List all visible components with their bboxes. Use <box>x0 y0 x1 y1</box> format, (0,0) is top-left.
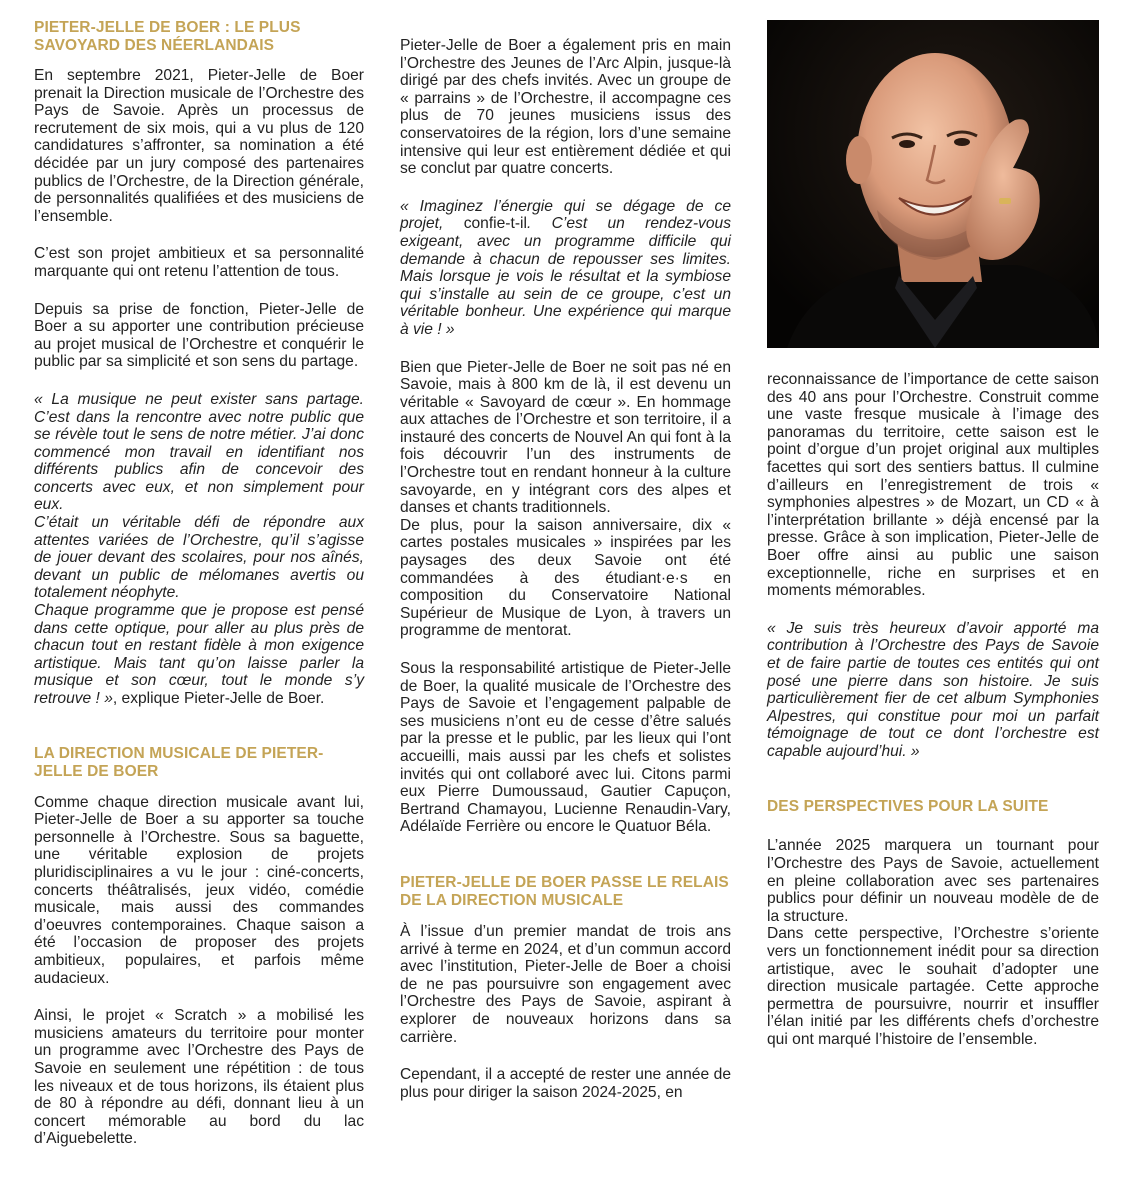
section-heading-portrait: PIETER-JELLE DE BOER : LE PLUS SAVOYARD DES NÉERLANDAIS <box>34 19 301 54</box>
quote: C’était un véritable défi de répondre aux attentes variées de l’Orchestre, qu’il s’agisse de jouer devant des scolaires, pour nos aînés, devant un public de mélomanes avertis ou totalement néophyte. <box>34 514 364 602</box>
quote-attribution: , explique Pieter-Jelle de Boer. <box>112 690 325 707</box>
quote <box>400 198 731 339</box>
column-3 <box>767 0 1099 1049</box>
section-heading-perspectives: DES PERSPECTIVES POUR LA SUITE <box>767 798 1049 816</box>
paragraph: Comme chaque direction musicale avant lui, Pieter-Jelle de Boer a su apporter sa touche personnelle à l’Orchestre. Sous sa baguette, une véritable explosion de projets pluridisciplinaires a vu le jour : ciné-concerts, concerts théâtralisés, jeux vidéo, comédie musicale, mais aussi des commandes d’oeuvres contemporaines. Chaque saison a été l’occasion de proposer des projets ambitieux, populaires, et parfois même audacieux. <box>34 793 364 987</box>
paragraph: reconnaissance de l’importance de cette saison des 40 ans pour l’Orchestre. Construit comme une vaste fresque musicale à l’image des panoramas du territoire, cette saison est le point d’orgue d’un projet original aux multiples facettes qui sort des sentiers battus. Il culmine d’ailleurs en l’enregistrement de trois « symphonies alpestres » de Mozart, un CD « à l’interprétation brillante » déjà encensé par la presse. Grâce à son implication, Pieter-Jelle de Boer offre ainsi au public une saison exceptionnelle, riche en surprises et en moments mémorables. <box>767 371 1099 600</box>
paragraph: L’année 2025 marquera un tournant pour l’Orchestre des Pays de Savoie, actuellement en pleine collaboration avec ses partenaires publics pour définir un nouveau modèle de de la structure. <box>767 837 1099 925</box>
paragraph: Sous la responsabilité artistique de Pieter-Jelle de Boer, la qualité musicale de l’Orchestre des Pays de Savoie et l’engagement palpable de ses musiciens n’ont eu de cesse d’être salués par la presse et le public, par les lieux qui l’ont accueilli, mais aussi par les chefs et solistes invités qui ont collaboré avec lui. Citons parmi eux Pierre Dumoussaud, Gautier Capuçon, Bertrand Chamayou, Lucienne Renaudin-Vary, Adélaïde Ferrière ou encore le Quatuor Béla. <box>400 660 731 836</box>
quote-text: Chaque programme que je propose est pensé dans cette optique, pour aller au plus près de chacun tout en restant fidèle à mon exigence artistique. Mais tant qu’on laisse parler la musique et son cœur, tout le monde s’y retrouve ! » <box>34 602 364 707</box>
paragraph: C’est son projet ambitieux et sa personnalité marquante qui ont retenu l’attention de tous. <box>34 245 364 280</box>
paragraph: Depuis sa prise de fonction, Pieter-Jelle de Boer a su apporter une contribution précieuse au projet musical de l’Orchestre et conquérir le public par sa simplicité et son sens du partage. <box>34 300 364 371</box>
paragraph: À l’issue d’un premier mandat de trois ans arrivé à terme en 2024, et d’un commun accord avec l’institution, Pieter-Jelle de Boer a choisi de ne pas poursuivre son engagement avec l’Orchestre des Pays de Savoie, aspirant à explorer de nouveaux horizons dans sa carrière. <box>400 922 731 1046</box>
paragraph: Pieter-Jelle de Boer a également pris en main l’Orchestre des Jeunes de l’Arc Alpin, jusque-là dirigé par des chefs invités. Avec un groupe de « parrains » de l’Orchestre, il accompagne ces plus de 70 jeunes musiciens issus des conservatoires de la région, lors d’une semaine intensive qui leur est entièrement dédiée et qui se conclut par quatre concerts. <box>400 37 731 178</box>
paragraph: Bien que Pieter-Jelle de Boer ne soit pas né en Savoie, mais à 800 km de là, il est devenu un véritable « Savoyard de cœur ». En hommage aux attaches de l’Orchestre et son territoire, il a instauré des concerts de Nouvel An qui font à la fois découvrir l’un des instruments de l’Orchestre tout en rendant honneur à la culture savoyarde, en y intégrant cors des alpes et danses et chants traditionnels. <box>400 358 731 517</box>
quote-with-attribution <box>34 602 364 708</box>
paragraph: Ainsi, le projet « Scratch » a mobilisé les musiciens amateurs du territoire pour monter un programme avec l’Orchestre des Pays de Savoie en seulement une répétition : de tous les niveaux et de tous horizons, ils étaient plus de 80 à répondre au défi, donnant lieu à un concert mémorable au bord du lac d’Aiguebelette. <box>34 1007 364 1148</box>
section-heading-direction: LA DIRECTION MUSICALE DE PIETER-JELLE DE BOER <box>34 744 324 780</box>
column-2 <box>400 0 731 1101</box>
column-1 <box>34 0 364 1148</box>
quote-text: . C’est un rendez-vous exigeant, avec un programme difficile qui demande à chacun de repousser ses limites. Mais lorsque je vois le résultat et la symbiose qui s’installe au sein de ce groupe, c’est un véritable bonheur. Une expérience qui marque à vie ! » <box>400 215 731 338</box>
quote: « Je suis très heureux d’avoir apporté ma contribution à l’Orchestre des Pays de Savoie et de faire partie de toutes ces entités qui ont posé une pierre dans son histoire. Je suis particulièrement fier de cet album Symphonies Alpestres, qui constitue pour moi un parfait témoignage de tout ce dont l’orchestre est capable aujourd’hui. » <box>767 619 1099 760</box>
paragraph: Cependant, il a accepté de rester une année de plus pour diriger la saison 2024-2025, en <box>400 1066 731 1101</box>
section-heading-relay: PIETER-JELLE DE BOER PASSE LE RELAIS DE LA DIRECTION MUSICALE <box>400 873 729 909</box>
paragraph: En septembre 2021, Pieter-Jelle de Boer prenait la Direction musicale de l’Orchestre des Pays de Savoie. Après un processus de recrutement de six mois, qui a vu plus de 120 candidatures s’affronter, sa nomination a été décidée par un jury composé des partenaires publics de l’Orchestre, de la Direction générale, de personnalités qualifiées et des musiciens de l’ensemble. <box>34 67 364 225</box>
paragraph: Dans cette perspective, l’Orchestre s’oriente vers un fonctionnement inédit pour sa direction artistique, avec le souhait d’adopter une direction musicale partagée. Cette approche permettra de poursuivre, nourrir et insuffler l’élan initié par les différents chefs d’orchestre qui ont marqué l’histoire de l’ensemble. <box>767 925 1099 1048</box>
paragraph: De plus, pour la saison anniversaire, dix « cartes postales musicales » inspirées par les paysages des deux Savoie ont été commandées à des étudiant·e·s en composition du Conservatoire National Supérieur de Musique de Lyon, à travers un programme de mentorat. <box>400 516 731 640</box>
quote: « La musique ne peut exister sans partage. C’est dans la rencontre avec notre public que se révèle tout le sens de notre métier. J’ai donc commencé mon travail en identifiant nos différents publics afin de concevoir des concerts avec eux, et non simplement pour eux. <box>34 390 364 514</box>
quote-text: « Imaginez l’énergie qui se dégage de ce projet, <box>400 197 731 233</box>
quote-aside: confie-t-il <box>463 215 527 233</box>
